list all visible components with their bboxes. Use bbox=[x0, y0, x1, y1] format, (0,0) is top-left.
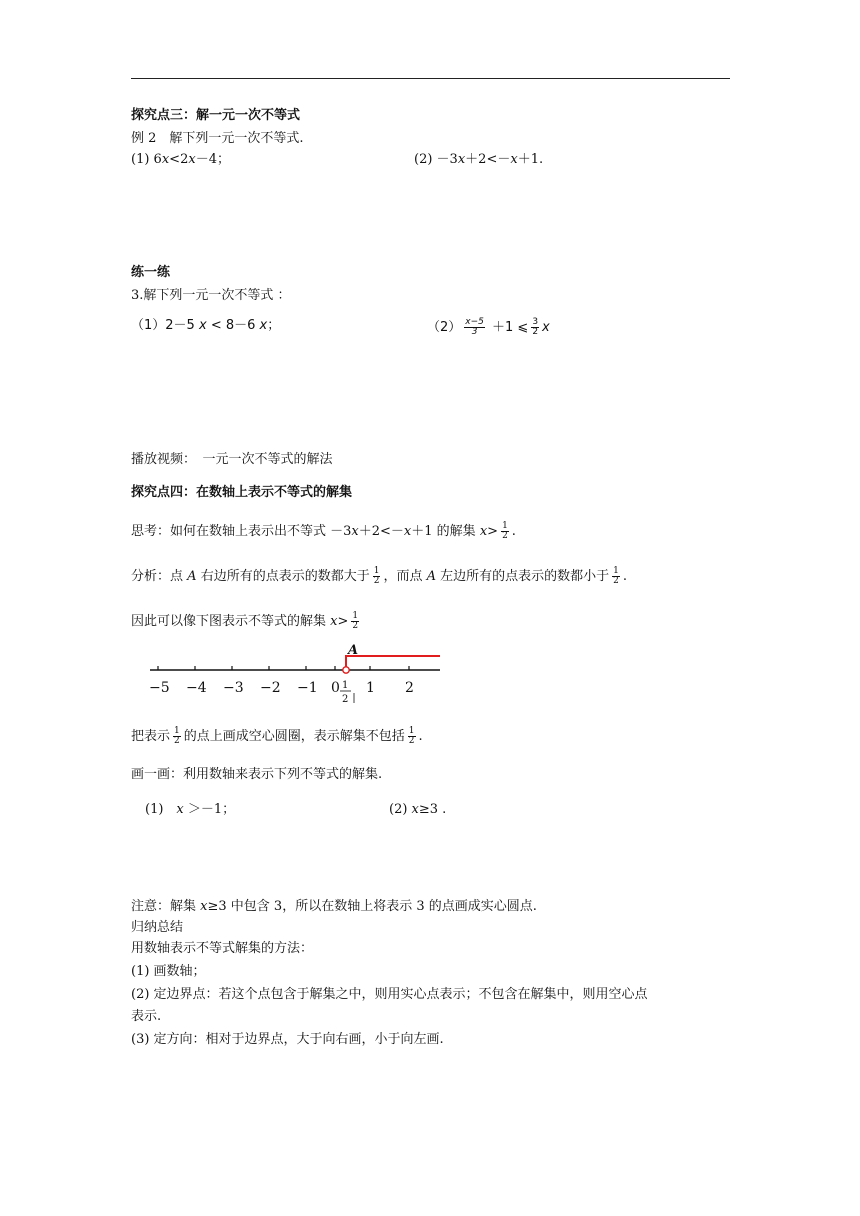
summary-step-2-cont: 表示. bbox=[131, 1009, 162, 1024]
think-question: 思考：如何在数轴上表示出不等式 －3x＋2<－x＋1 的解集 x> $\frac{1}{2}$ . bbox=[131, 521, 516, 541]
number-line-tick-label: −2 bbox=[260, 680, 281, 696]
therefore-text: 因此可以像下图表示不等式的解集 x> $\frac{1}{2}$ bbox=[131, 611, 359, 631]
number-line-tick-label: 0 bbox=[331, 680, 340, 696]
video-line: 播放视频： 一元一次不等式的解法 bbox=[131, 452, 333, 467]
number-line-tick-label: −1 bbox=[297, 680, 318, 696]
half-label-den: 2 bbox=[342, 694, 349, 705]
example-problem-1: (1) 6x<2x－4； bbox=[131, 152, 230, 167]
summary-step-3: (3) 定方向：相对于边界点，大于向右画，小于向左画. bbox=[131, 1032, 444, 1047]
practice-item-1: （1）2－5 x < 8－6 x； bbox=[131, 318, 281, 333]
hollow-explanation: 把表示 $\frac{1}{2}$ 的点上画成空心圆圈，表示解集不包括 $\frac{1}{2}$ . bbox=[131, 726, 423, 746]
practice-prompt: 3.解下列一元一次不等式 ： bbox=[131, 288, 291, 303]
number-line-tick-label: 1 bbox=[366, 680, 375, 696]
draw-item-2: (2) x≥3 . bbox=[389, 802, 447, 817]
example-label: 例 2 解下列一元一次不等式. bbox=[131, 131, 304, 146]
section4-heading: 探究点四：在数轴上表示不等式的解集 bbox=[131, 485, 353, 500]
video-link[interactable]: 一元一次不等式的解法 bbox=[202, 452, 333, 467]
draw-item-1: (1) x ＞－1； bbox=[145, 802, 236, 817]
section3-heading: 探究点三：解一元一次不等式 bbox=[131, 108, 301, 123]
analysis-text: 分析：点 A 右边所有的点表示的数都大于 $\frac{1}{2}$ ，而点 A 左边所有的点表示的数都小于 $\frac{1}{2}$ . bbox=[131, 566, 628, 586]
hollow-point bbox=[343, 667, 349, 673]
fraction-3-over-2: $\frac{3}{2}$ bbox=[532, 317, 539, 337]
example-problem-2: (2) －3x＋2<－x＋1. bbox=[414, 152, 544, 167]
number-line-tick-label: −5 bbox=[149, 680, 170, 696]
summary-step-1: (1) 画数轴； bbox=[131, 964, 206, 979]
half-label-num: 1 bbox=[342, 680, 349, 691]
number-line-tick-label: −3 bbox=[223, 680, 244, 696]
number-line-figure bbox=[140, 640, 460, 710]
solution-ray bbox=[346, 656, 440, 670]
practice-item-2: （2） $\frac{x-5}{3}$ ＋1 ⩽ $\frac{3}{2}$ x bbox=[427, 317, 550, 337]
point-a-label: A bbox=[348, 643, 359, 658]
fraction-x-minus-5-over-3: $\frac{x-5}{3}$ bbox=[465, 317, 484, 337]
practice-heading: 练一练 bbox=[131, 265, 171, 280]
summary-step-2: (2) 定边界点：若这个点包含于解集之中，则用实心点表示；不包含在解集中，则用空心点 bbox=[131, 987, 648, 1002]
number-line-tick-label: 2 bbox=[405, 680, 414, 696]
number-line-tick-label: −4 bbox=[186, 680, 207, 696]
summary-intro: 用数轴表示不等式解集的方法： bbox=[131, 941, 314, 956]
draw-prompt: 画一画：利用数轴来表示下列不等式的解集. bbox=[131, 767, 383, 782]
header-rule bbox=[131, 78, 730, 79]
summary-heading: 归纳总结 bbox=[131, 920, 184, 935]
note-text: 注意：解集 x≥3 中包含 3，所以在数轴上将表示 3 的点画成实心圆点. bbox=[131, 899, 537, 914]
